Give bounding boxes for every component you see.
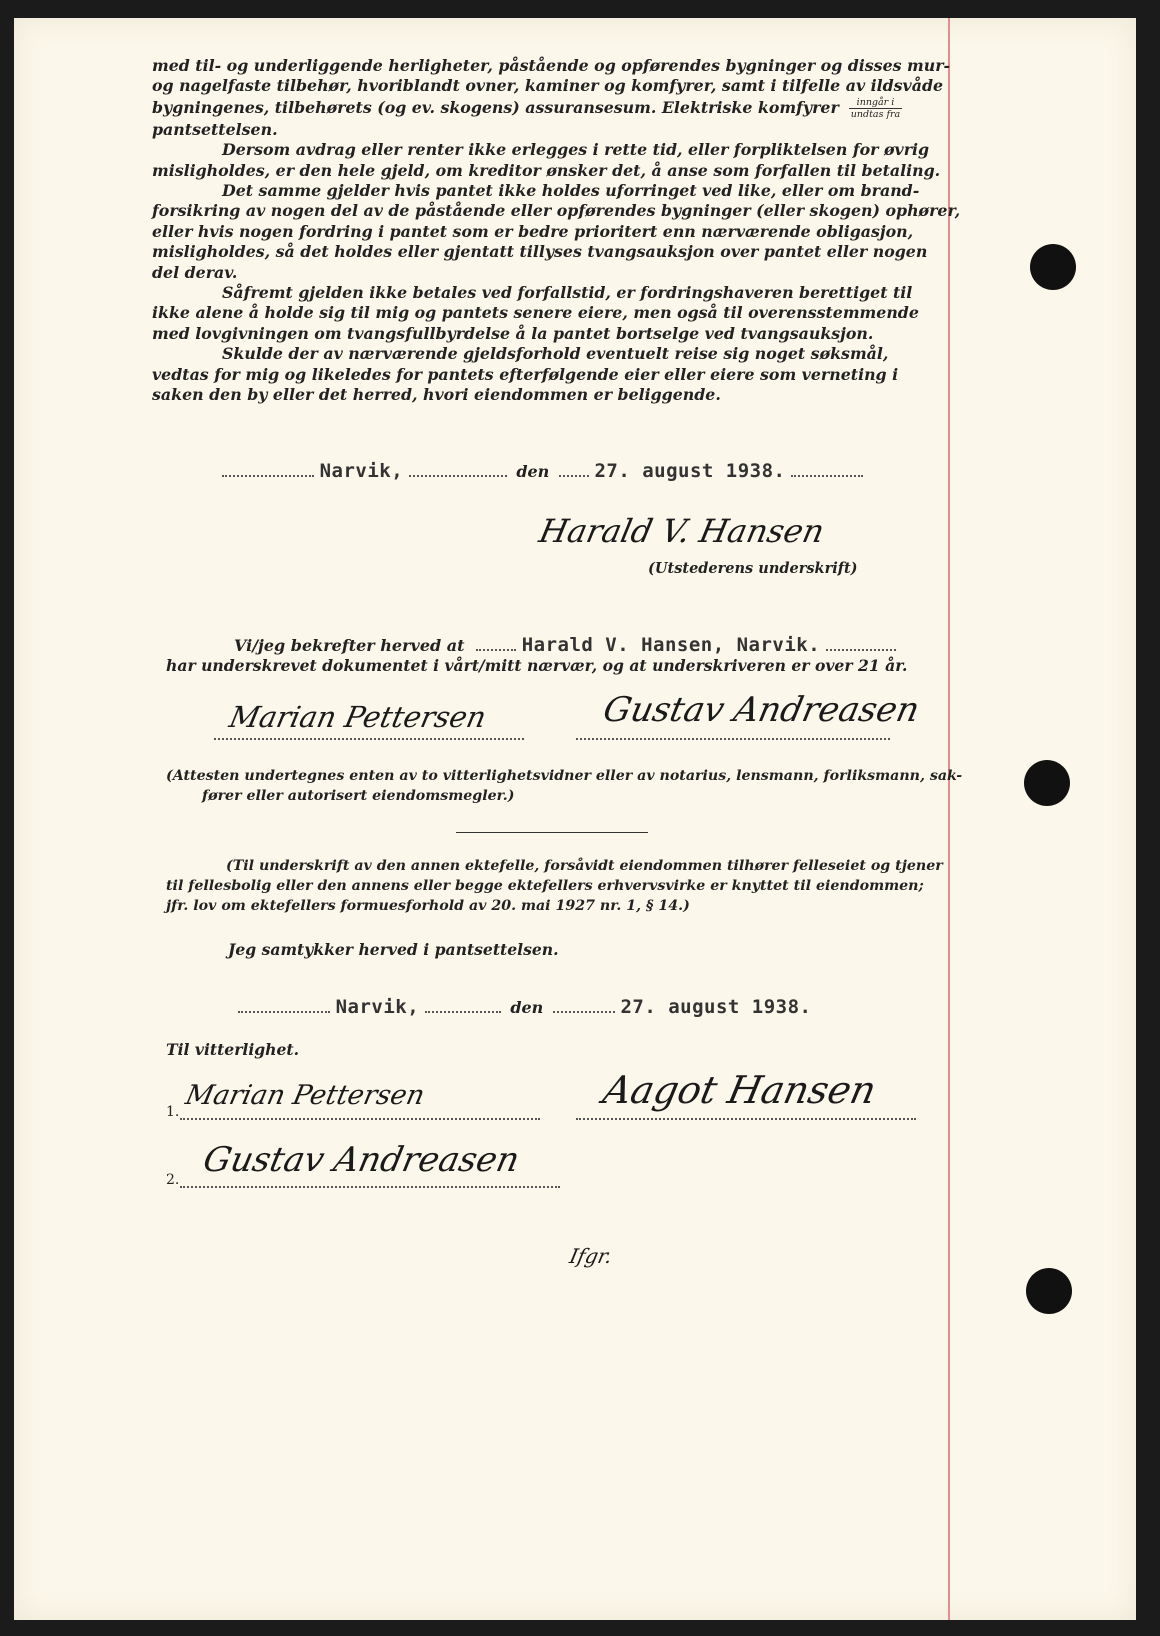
attest-note-2: fører eller autorisert eiendomsmegler.)	[202, 788, 515, 804]
text-line: og nagelfaste tilbehør, hvoriblandt ovner, kaminer og komfyrer, samt i tilfelle av ildsvåde	[152, 76, 944, 96]
text-line	[152, 97, 922, 120]
attest-name: Harald V. Hansen, Narvik.	[521, 634, 821, 656]
witness-number-1: 1.	[166, 1104, 180, 1120]
text-line: pantsettelsen.	[152, 119, 278, 139]
text-line: del derav.	[152, 262, 238, 282]
text-line: Skulde der av nærværende gjeldsforhold eventuelt reise sig noget søksmål,	[222, 344, 889, 364]
witness-signature-1: Marian Pettersen	[226, 700, 490, 734]
den-label: den	[516, 462, 550, 481]
place-value: Narvik,	[319, 460, 404, 482]
spouse-note-2: til fellesbolig eller den annens eller begge ektefellers erhvervsvirke er knyttet til eiendommen;	[166, 878, 924, 894]
fraction-choice	[849, 97, 902, 120]
spouse-signature: Aagot Hansen	[599, 1068, 881, 1112]
text-line: misligholdes, er den hele gjeld, om kreditor ønsker det, å anse som forfallen til betaling.	[152, 160, 941, 180]
text-line-part: bygningenes, tilbehørets (og ev. skogens) assuransesum. Elektriske komfyrer	[152, 97, 839, 117]
attest-note-1: (Attesten undertegnes enten av to vitterlighetsvidner eller av notarius, lensmann, forliksmann, sak-	[166, 768, 963, 784]
signature-line	[214, 738, 524, 740]
date-value: 27. august 1938.	[620, 996, 812, 1018]
text-line: misligholdes, så det holdes eller gjentatt tillyses tvangsauksjon over pantet eller nogen	[152, 242, 928, 262]
issuer-signature-caption: (Utstederens underskrift)	[648, 560, 858, 577]
text-line: med lovgivningen om tvangsfullbyrdelse å la pantet bortselge ved tvangsauksjon.	[152, 323, 874, 343]
witness-signature-2: Gustav Andreasen	[199, 1140, 524, 1180]
date-line-2	[238, 996, 812, 1018]
text-line: eller hvis nogen fordring i pantet som er bedre prioritert enn nærværende obligasjon,	[152, 221, 914, 241]
text-line: vedtas for mig og likeledes for pantets efterfølgende eier eller eiere som verneting i	[152, 364, 899, 384]
spouse-note-1: (Til underskrift av den annen ektefelle, forsåvidt eiendommen tilhører felleseiet og tjener	[226, 858, 943, 874]
attest-prefix: Vi/jeg bekrefter herved at	[234, 636, 465, 655]
witness-label: Til vitterlighet.	[166, 1040, 300, 1059]
witness-number-2: 2.	[166, 1172, 180, 1188]
signature-line	[180, 1118, 540, 1120]
witness-signature-1: Marian Pettersen	[182, 1080, 428, 1111]
witness-signature-2: Gustav Andreasen	[599, 690, 924, 730]
text-line: med til- og underliggende herligheter, påstående og opførendes bygninger og disses mur-	[152, 56, 951, 75]
text-line: Det samme gjelder hvis pantet ikke holdes uforringet ved like, eller om brand-	[222, 181, 920, 201]
den-label: den	[510, 998, 544, 1017]
fraction-top: inngår i	[849, 97, 902, 109]
issuer-signature: Harald V. Hansen	[535, 512, 828, 550]
text-line: forsikring av nogen del av de påstående eller opførendes bygninger (eller skogen) ophører,	[152, 201, 961, 221]
fraction-bottom: undtas fra	[850, 108, 901, 120]
spouse-note-3: jfr. lov om ektefellers formuesforhold av 20. mai 1927 nr. 1, § 14.)	[166, 898, 690, 914]
text-line: ikke alene å holde sig til mig og pantets senere eiere, men også til overensstemmende	[152, 303, 919, 323]
signature-line	[576, 1118, 916, 1120]
text-line: Såfremt gjelden ikke betales ved forfallstid, er fordringshaveren berettiget til	[222, 283, 913, 303]
attest-line-2: har underskrevet dokumentet i vårt/mitt nærvær, og at underskriveren er over 21 år.	[166, 656, 908, 675]
consent-text: Jeg samtykker herved i pantsettelsen.	[228, 940, 559, 959]
date-value: 27. august 1938.	[594, 460, 786, 482]
text-line: Dersom avdrag eller renter ikke erlegges i rette tid, eller forpliktelsen for øvrig	[222, 140, 930, 160]
signature-line	[576, 738, 890, 740]
date-line	[222, 460, 863, 482]
initials: Ifgr.	[567, 1244, 615, 1268]
signature-line	[180, 1186, 560, 1188]
body-text	[152, 56, 961, 406]
place-value: Narvik,	[335, 996, 420, 1018]
text-line: saken den by eller det herred, hvori eiendommen er beliggende.	[152, 385, 721, 405]
attest-line-1	[234, 634, 896, 656]
divider	[456, 832, 648, 833]
